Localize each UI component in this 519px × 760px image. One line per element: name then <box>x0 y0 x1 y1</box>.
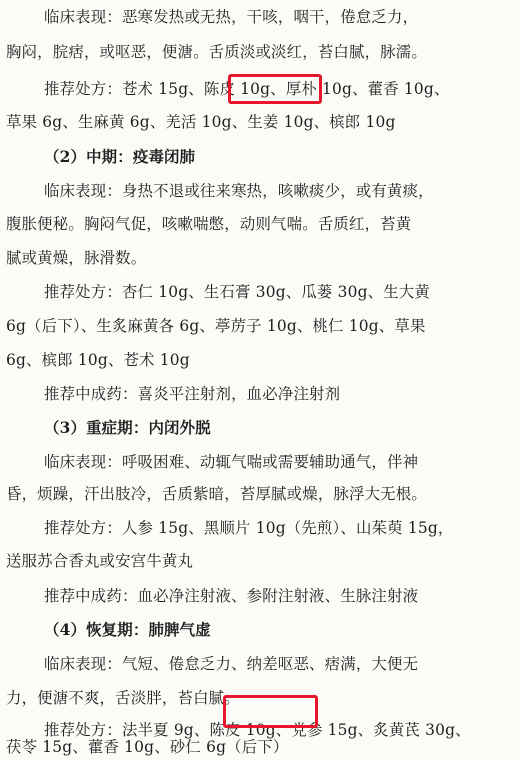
text-line: 6g、槟郎 10g、苍术 10g <box>6 351 190 369</box>
text-line: 腹胀便秘。胸闷气促，咳嗽喘憋，动则气喘。舌质红，苔黄 <box>6 215 412 233</box>
text-line: 推荐处方：法半夏 9g、陈皮 10g、党参 15g、炙黄芪 30g、 <box>44 721 471 739</box>
text-line: 推荐处方：人参 15g、黑顺片 10g（先煎）、山茱萸 15g， <box>44 519 454 537</box>
text-line: 推荐处方：杏仁 10g、生石膏 30g、瓜蒌 30g、生大黄 <box>44 283 431 301</box>
section-heading: （3）重症期：内闭外脱 <box>44 419 211 437</box>
text-line: 临床表现：身热不退或往来寒热，咳嗽痰少，或有黄痰， <box>44 182 434 200</box>
text-line: 临床表现：呼吸困难、动辄气喘或需要辅助通气，伴神 <box>44 453 419 471</box>
text-line: 草果 6g、生麻黄 6g、羌活 10g、生姜 10g、槟郎 10g <box>6 113 396 131</box>
text-line: 临床表现：气短、倦怠乏力、纳差呕恶、痞满，大便无 <box>44 655 419 673</box>
text-line: 推荐处方：苍术 15g、陈皮 10g、厚朴 10g、藿香 10g、 <box>44 80 450 98</box>
text-line: 力，便溏不爽，舌淡胖，苔白腻。 <box>6 689 240 707</box>
text-line: 茯苓 15g、藿香 10g、砂仁 6g（后下） <box>6 738 289 756</box>
section-heading: （4）恢复期：肺脾气虚 <box>44 621 211 639</box>
text-line: 6g（后下）、生炙麻黄各 6g、葶苈子 10g、桃仁 10g、草果 <box>6 317 426 335</box>
text-line: 胸闷，脘痞，或呕恶，便溏。舌质淡或淡红，苔白腻，脉濡。 <box>6 43 427 61</box>
text-line: 临床表现：恶寒发热或无热，干咳，咽干，倦怠乏力， <box>44 8 419 26</box>
text-line: 送服苏合香丸或安宫牛黄丸 <box>6 552 194 570</box>
text-line: 推荐中成药：喜炎平注射剂，血必净注射剂 <box>44 385 341 403</box>
text-line: 昏，烦躁，汗出肢冷，舌质紫暗，苔厚腻或燥，脉浮大无根。 <box>6 485 427 503</box>
highlight-box <box>228 74 322 104</box>
text-line: 推荐中成药：血必净注射液、参附注射液、生脉注射液 <box>44 587 419 605</box>
text-line: 腻或黄燥，脉滑数。 <box>6 249 147 267</box>
highlight-box <box>223 695 318 728</box>
section-heading: （2）中期：疫毒闭肺 <box>44 148 196 166</box>
